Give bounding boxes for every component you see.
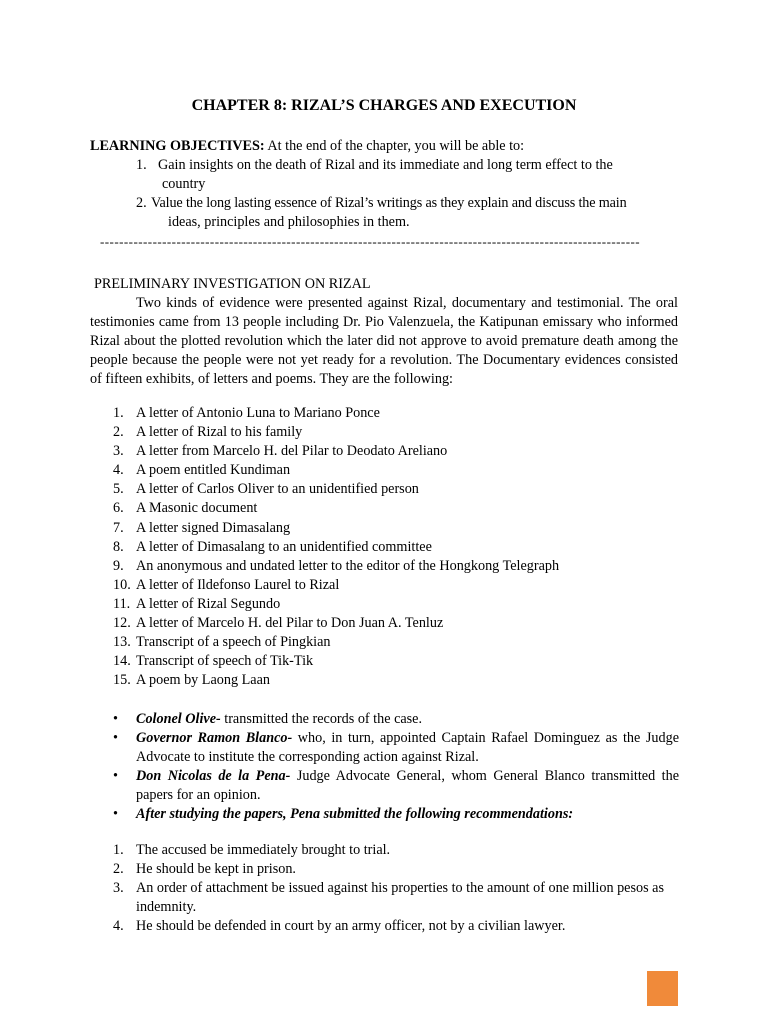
objective-text-line1: Gain insights on the death of Rizal and its immediate and long term effect to the — [158, 157, 613, 173]
list-number: 14. — [113, 653, 131, 670]
chapter-title: CHAPTER 8: RIZAL’S CHARGES AND EXECUTION — [191, 97, 577, 114]
list-text: He should be defended in court by an army officer, not by a civilian lawyer. — [136, 918, 566, 934]
list-text: A letter of Antonio Luna to Mariano Ponce — [136, 405, 380, 421]
list-number: 10. — [113, 576, 131, 593]
list-number: 2. — [113, 424, 124, 441]
list-item — [113, 633, 683, 652]
list-text: A letter of Marcelo H. del Pilar to Don Juan A. Tenluz — [136, 615, 444, 632]
orange-square-icon — [647, 971, 678, 1006]
list-text: He should be kept in prison. — [136, 861, 296, 877]
paragraph-text: Two kinds of evidence were presented against Rizal, documentary and testimonial. The oral testimonies came from 13 people including Dr. Pio Valenzuela, the Katipunan emissary who informed Rizal about the plotted revolution which the later did not approve to avoid premature death among the people because the people were not yet ready for a revolution. The Documentary evidences consisted of fifteen exhibits, of letters and poems. They are the following: — [90, 295, 678, 387]
list-number: 9. — [113, 557, 124, 574]
list-item — [113, 860, 679, 879]
list-item — [113, 879, 679, 917]
bullet-name: Colonel Olive- — [136, 711, 221, 727]
bullet-icon: • — [113, 711, 118, 727]
list-number: 3. — [113, 443, 124, 460]
list-number: 8. — [113, 538, 124, 555]
people-bullet-list — [113, 710, 679, 824]
section-heading: PRELIMINARY INVESTIGATION ON RIZAL — [94, 276, 371, 292]
list-number: 12. — [113, 615, 131, 632]
list-number: 3. — [113, 880, 124, 896]
learning-objectives-heading: LEARNING OBJECTIVES: — [90, 138, 265, 154]
list-number: 4. — [113, 462, 124, 479]
bullet-item — [113, 710, 679, 729]
list-item — [113, 576, 683, 595]
list-item — [113, 404, 683, 423]
list-text: A Masonic document — [136, 500, 258, 517]
recommendations-list — [113, 841, 679, 936]
list-text: An anonymous and undated letter to the editor of the Hongkong Telegraph — [136, 557, 560, 574]
list-text: The accused be immediately brought to trial. — [136, 842, 391, 858]
objective-text-line2: ideas, principles and philosophies in them. — [168, 214, 410, 230]
list-item — [113, 519, 683, 538]
list-text: An order of attachment be issued against his properties to the amount of one million pesos as indemnity. — [136, 880, 664, 915]
list-number: 4. — [113, 918, 124, 934]
dashed-divider: ----------------------------------------------------------------------------------------------------------------- — [100, 234, 641, 249]
objective-text-line1: Value the long lasting essence of Rizal’s writings as they explain and discuss the main — [151, 195, 627, 211]
list-number: 7. — [113, 519, 124, 536]
list-number: 13. — [113, 634, 131, 651]
preliminary-paragraph — [90, 294, 678, 389]
objective-number: 1. — [136, 157, 147, 173]
list-number: 1. — [113, 405, 124, 421]
objective-number: 2. — [136, 195, 147, 211]
bullet-text: transmitted the records of the case. — [220, 711, 423, 727]
list-item — [113, 595, 683, 614]
bullet-text: who, in turn, appointed Captain Rafael Dominguez as the Judge Advocate to institute the corresponding action against Rizal. — [136, 730, 679, 765]
bullet-item — [113, 805, 679, 824]
learning-objectives — [90, 137, 690, 230]
list-number: 15. — [113, 672, 131, 689]
list-item — [113, 480, 683, 499]
list-text: A letter of Rizal Segundo — [136, 595, 281, 612]
bullet-name: Don Nicolas de la Pena- — [136, 768, 291, 784]
evidence-list — [113, 404, 683, 690]
list-item — [113, 461, 683, 480]
list-number: 6. — [113, 500, 124, 517]
list-item — [113, 499, 683, 518]
list-item — [113, 841, 679, 860]
list-text: A letter from Marcelo H. del Pilar to Deodato Areliano — [136, 443, 448, 460]
list-item — [113, 917, 679, 936]
bullet-item — [113, 729, 679, 767]
list-item — [113, 614, 683, 633]
list-item — [113, 423, 683, 442]
list-text: Transcript of speech of Tik-Tik — [136, 653, 314, 670]
list-text: A poem by Laong Laan — [136, 672, 270, 689]
list-item — [113, 557, 683, 576]
list-text: Transcript of a speech of Pingkian — [136, 634, 331, 651]
list-item — [113, 538, 683, 557]
learning-objectives-intro-text: At the end of the chapter, you will be able to: — [264, 138, 525, 154]
list-text: A letter of Rizal to his family — [136, 424, 303, 441]
bullet-icon: • — [113, 806, 118, 822]
list-number: 1. — [113, 842, 124, 858]
list-text: A poem entitled Kundiman — [136, 462, 291, 479]
list-text: A letter signed Dimasalang — [136, 519, 291, 536]
bullet-item — [113, 767, 679, 805]
bullet-icon: • — [113, 730, 118, 746]
list-number: 5. — [113, 481, 124, 498]
bullet-text: Judge Advocate General, whom General Blanco transmitted the papers for an opinion. — [136, 768, 679, 803]
list-text: A letter of Ildefonso Laurel to Rizal — [136, 576, 340, 593]
bullet-icon: • — [113, 768, 118, 784]
list-item — [113, 442, 683, 461]
bullet-name: After studying the papers, Pena submitted the following recommendations: — [136, 806, 574, 822]
list-number: 11. — [113, 595, 131, 612]
list-item — [113, 671, 683, 690]
learning-objectives-intro — [90, 137, 690, 156]
list-text: A letter of Dimasalang to an unidentified committee — [136, 538, 432, 555]
list-text: A letter of Carlos Oliver to an unidentified person — [136, 481, 419, 498]
list-item — [113, 652, 683, 671]
objective-text-line2: country — [162, 176, 206, 192]
list-number: 2. — [113, 861, 124, 877]
bullet-name: Governor Ramon Blanco- — [136, 730, 293, 746]
